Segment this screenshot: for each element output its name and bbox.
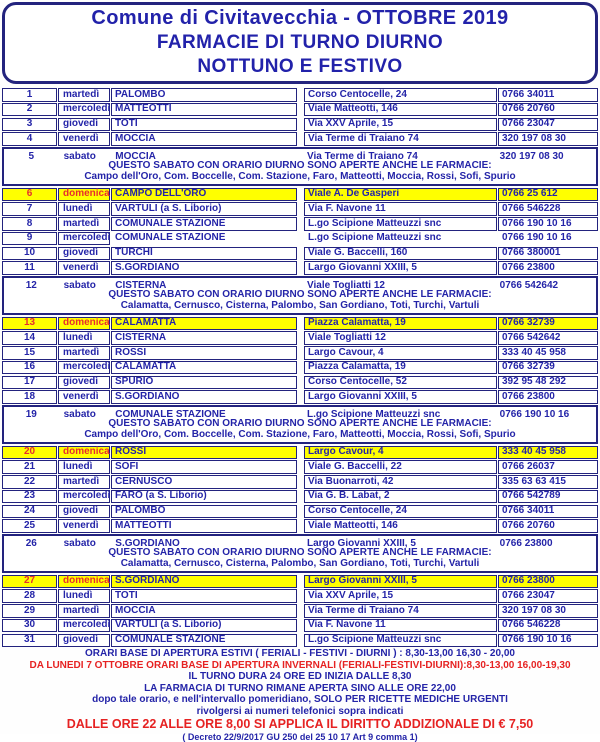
row-pharmacy-name: FARO (a S. Liborio) xyxy=(111,490,297,504)
row-number: 31 xyxy=(2,634,57,648)
row-number: 3 xyxy=(2,118,57,132)
row-number: 12 xyxy=(25,279,37,291)
row-pharmacy-name: CERNUSCO xyxy=(111,475,297,489)
row-address: Via Terme di Traiano 74 xyxy=(307,150,418,162)
row-address: L.go Scipione Matteuzzi snc xyxy=(304,232,497,246)
row-number: 7 xyxy=(2,202,57,216)
row-address: Via F. Navone 11 xyxy=(304,619,497,633)
row-phone: 0766 380001 xyxy=(498,247,598,261)
row-phone: 0766 34011 xyxy=(498,505,598,519)
row-day: giovedì xyxy=(58,634,110,648)
row-pharmacy-name: MOCCIA xyxy=(115,150,156,162)
row-day: martedì xyxy=(58,88,110,102)
row-phone: 0766 25 612 xyxy=(498,188,598,202)
row-pharmacy-name: MATTEOTTI xyxy=(111,103,297,117)
row-phone: 0766 23047 xyxy=(498,118,598,132)
row-phone: 333 40 45 958 xyxy=(498,346,598,360)
row-phone: 0766 190 10 16 xyxy=(499,408,570,420)
row-number: 10 xyxy=(2,247,57,261)
row-pharmacy-name: CALAMATTA xyxy=(111,361,297,375)
table-row xyxy=(2,132,598,146)
row-number: 1 xyxy=(2,88,57,102)
row-phone: 0766 20760 xyxy=(498,103,598,117)
row-number: 18 xyxy=(2,390,57,404)
row-phone: 392 95 48 292 xyxy=(498,376,598,390)
table-row xyxy=(2,490,598,504)
row-number: 2 xyxy=(2,103,57,117)
table-row xyxy=(2,317,598,331)
table-row xyxy=(2,118,598,132)
saturday-open-pharmacies: Campo dell'Oro, Com. Boccelle, Com. Stazione, Faro, Matteotti, Moccia, Rossi, Sofi, Spurio xyxy=(84,428,516,440)
row-number: 17 xyxy=(2,376,57,390)
week-block xyxy=(2,88,598,186)
table-row xyxy=(2,390,598,404)
row-day: venerdì xyxy=(58,519,110,533)
row-address: Via F. Navone 11 xyxy=(304,202,497,216)
row-phone: 0766 23800 xyxy=(499,537,553,549)
row-phone: 0766 23800 xyxy=(498,390,598,404)
row-day: lunedì xyxy=(58,331,110,345)
row-address: Piazza Calamatta, 19 xyxy=(304,317,497,331)
row-address: Corso Centocelle, 24 xyxy=(304,505,497,519)
row-phone: 0766 546228 xyxy=(498,619,598,633)
row-address: Via G. B. Labat, 2 xyxy=(304,490,497,504)
row-number: 19 xyxy=(25,408,37,420)
title-line-municipality: Comune di Civitavecchia - OTTOBRE 2019 xyxy=(91,7,509,29)
footer-line: LA FARMACIA DI TURNO RIMANE APERTA SINO ALLE ORE 22,00 xyxy=(144,682,456,694)
page-title xyxy=(2,2,598,84)
footer-line: DALLE ORE 22 ALLE ORE 8,00 SI APPLICA IL DIRITTO ADDIZIONALE DI € 7,50 xyxy=(66,717,534,732)
row-phone: 320 197 08 30 xyxy=(499,150,564,162)
row-day: sabato xyxy=(63,408,96,420)
table-row xyxy=(2,232,598,246)
saturday-open-pharmacies: Campo dell'Oro, Com. Boccelle, Com. Stazione, Faro, Matteotti, Moccia, Rossi, Sofi, Spurio xyxy=(84,170,516,182)
row-phone: 0766 23800 xyxy=(498,261,598,275)
row-day: sabato xyxy=(63,537,96,549)
pharmacy-roster-page xyxy=(0,2,600,742)
row-number: 23 xyxy=(2,490,57,504)
row-number: 4 xyxy=(2,132,57,146)
row-number: 26 xyxy=(25,537,37,549)
row-pharmacy-name: S.GORDIANO xyxy=(115,537,180,549)
row-phone: 0766 546228 xyxy=(498,202,598,216)
row-pharmacy-name: CAMPO DELL'ORO xyxy=(111,188,297,202)
row-day: sabato xyxy=(63,150,96,162)
row-number: 20 xyxy=(2,446,57,460)
row-number: 6 xyxy=(2,188,57,202)
saturday-block xyxy=(2,276,598,315)
row-address: Viale Matteotti, 146 xyxy=(304,103,497,117)
table-row xyxy=(2,475,598,489)
row-day: giovedì xyxy=(58,118,110,132)
row-address: L.go Scipione Matteuzzi snc xyxy=(304,634,497,648)
table-row xyxy=(2,589,598,603)
row-address: Via Buonarroti, 42 xyxy=(304,475,497,489)
row-address: Viale G. Baccelli, 160 xyxy=(304,247,497,261)
table-row xyxy=(2,505,598,519)
row-phone: 0766 542642 xyxy=(498,331,598,345)
table-row xyxy=(2,619,598,633)
table-row xyxy=(2,446,598,460)
table-row xyxy=(2,331,598,345)
row-phone: 0766 32739 xyxy=(498,361,598,375)
row-pharmacy-name: S.GORDIANO xyxy=(111,261,297,275)
row-day: sabato xyxy=(63,279,96,291)
table-row xyxy=(2,217,598,231)
row-day: martedì xyxy=(58,604,110,618)
row-number: 25 xyxy=(2,519,57,533)
row-day: mercoledì xyxy=(58,490,110,504)
row-address: Largo Cavour, 4 xyxy=(304,346,497,360)
row-number: 9 xyxy=(2,232,57,246)
row-phone: 320 197 08 30 xyxy=(498,132,598,146)
row-pharmacy-name: ROSSI xyxy=(111,446,297,460)
row-phone: 335 63 63 415 xyxy=(498,475,598,489)
row-address: Largo Giovanni XXIII, 5 xyxy=(307,537,416,549)
row-phone: 0766 20760 xyxy=(498,519,598,533)
row-day: mercoledì xyxy=(58,619,110,633)
row-number: 29 xyxy=(2,604,57,618)
row-day: domenica xyxy=(58,575,110,589)
table-row xyxy=(2,188,598,202)
row-phone: 0766 190 10 16 xyxy=(498,232,598,246)
row-pharmacy-name: PALOMBO xyxy=(111,505,297,519)
row-day: giovedì xyxy=(58,505,110,519)
row-phone: 0766 542642 xyxy=(499,279,559,291)
row-phone: 0766 23047 xyxy=(498,589,598,603)
week-block xyxy=(2,575,598,648)
saturday-note: QUESTO SABATO CON ORARIO DIURNO SONO APERTE ANCHE LE FARMACIE: xyxy=(108,418,492,429)
row-address: Viale Matteotti, 146 xyxy=(304,519,497,533)
row-day: venerdì xyxy=(58,390,110,404)
table-row xyxy=(2,575,598,589)
row-day: venerdì xyxy=(58,261,110,275)
row-pharmacy-name: SOFI xyxy=(111,460,297,474)
saturday-note: QUESTO SABATO CON ORARIO DIURNO SONO APERTE ANCHE LE FARMACIE: xyxy=(108,547,492,558)
row-day: lunedì xyxy=(58,460,110,474)
row-address: Viale Togliatti 12 xyxy=(304,331,497,345)
footer-line: dopo tale orario, e nell'intervallo pomeridiano, SOLO PER RICETTE MEDICHE URGENTI xyxy=(92,694,508,706)
table-row xyxy=(2,103,598,117)
saturday-open-pharmacies: Calamatta, Cernusco, Cisterna, Palombo, San Gordiano, Toti, Turchi, Vartuli xyxy=(120,557,480,569)
table-row xyxy=(2,202,598,216)
row-address: L.go Scipione Matteuzzi snc xyxy=(307,408,441,420)
row-number: 5 xyxy=(28,150,35,162)
row-phone: 0766 542789 xyxy=(498,490,598,504)
row-pharmacy-name: SPURIO xyxy=(111,376,297,390)
table-row xyxy=(2,460,598,474)
weeks-container xyxy=(2,88,598,647)
row-day: venerdì xyxy=(58,132,110,146)
row-address: Via Terme di Traiano 74 xyxy=(304,604,497,618)
row-number: 21 xyxy=(2,460,57,474)
row-pharmacy-name: MOCCIA xyxy=(111,132,297,146)
row-pharmacy-name: TOTI xyxy=(111,118,297,132)
row-day: domenica xyxy=(58,188,110,202)
row-address: Viale G. Baccelli, 22 xyxy=(304,460,497,474)
saturday-note: QUESTO SABATO CON ORARIO DIURNO SONO APERTE ANCHE LE FARMACIE: xyxy=(108,160,492,171)
row-day: martedì xyxy=(58,346,110,360)
row-address: Largo Cavour, 4 xyxy=(304,446,497,460)
row-number: 22 xyxy=(2,475,57,489)
row-phone: 320 197 08 30 xyxy=(498,604,598,618)
row-pharmacy-name: VARTULI (a S. Liborio) xyxy=(111,619,297,633)
table-row xyxy=(2,519,598,533)
row-pharmacy-name: COMUNALE STAZIONE xyxy=(111,217,297,231)
row-address: Largo Giovanni XXIII, 5 xyxy=(304,390,497,404)
row-pharmacy-name: CALAMATTA xyxy=(111,317,297,331)
footer-line: ORARI BASE DI APERTURA ESTIVI ( FERIALI - FESTIVI - DIURNI ) : 8,30-13,00 16,30 - 20,00 xyxy=(85,648,515,660)
row-address: Via XXV Aprile, 15 xyxy=(304,118,497,132)
footer-line: DA LUNEDI 7 OTTOBRE ORARI BASE DI APERTURA INVERNALI (FERIALI-FESTIVI-DIURNI):8,30-13,00 16,00-19,30 xyxy=(29,659,571,671)
row-address: Via Terme di Traiano 74 xyxy=(304,132,497,146)
row-day: giovedì xyxy=(58,247,110,261)
row-pharmacy-name: CISTERNA xyxy=(111,331,297,345)
row-pharmacy-name: MOCCIA xyxy=(111,604,297,618)
saturday-block xyxy=(2,534,598,573)
row-phone: 0766 190 10 16 xyxy=(498,217,598,231)
row-address: Largo Giovanni XXIII, 5 xyxy=(304,575,497,589)
saturday-block xyxy=(2,147,598,186)
row-day: mercoledì xyxy=(58,232,110,246)
title-line-festive: NOTTUNO E FESTIVO xyxy=(197,56,403,77)
row-day: lunedì xyxy=(58,202,110,216)
footer-line: rivolgersi ai numeri telefonici sopra indicati xyxy=(196,705,404,717)
row-day: domenica xyxy=(58,317,110,331)
table-row xyxy=(2,261,598,275)
row-pharmacy-name: COMUNALE STAZIONE xyxy=(111,634,297,648)
row-number: 27 xyxy=(2,575,57,589)
row-address: Corso Centocelle, 52 xyxy=(304,376,497,390)
row-pharmacy-name: PALOMBO xyxy=(111,88,297,102)
row-pharmacy-name: CISTERNA xyxy=(115,279,167,291)
row-number: 8 xyxy=(2,217,57,231)
row-pharmacy-name: TOTI xyxy=(111,589,297,603)
row-address: L.go Scipione Matteuzzi snc xyxy=(304,217,497,231)
row-address: Largo Giovanni XXIII, 5 xyxy=(304,261,497,275)
footer xyxy=(0,648,600,742)
row-number: 13 xyxy=(2,317,57,331)
footer-line: IL TURNO DURA 24 ORE ED INIZIA DALLE 8,30 xyxy=(188,671,412,683)
table-row xyxy=(2,361,598,375)
row-address: Viale A. De Gasperi xyxy=(304,188,497,202)
footer-line: ( Decreto 22/9/2017 GU 250 del 25 10 17 Art 9 comma 1) xyxy=(182,731,418,742)
row-number: 16 xyxy=(2,361,57,375)
row-phone: 0766 23800 xyxy=(498,575,598,589)
row-day: martedì xyxy=(58,475,110,489)
row-number: 11 xyxy=(2,261,57,275)
row-pharmacy-name: COMUNALE STAZIONE xyxy=(115,408,226,420)
row-address: Viale Togliatti 12 xyxy=(307,279,385,291)
saturday-block xyxy=(2,405,598,444)
title-line-duty: FARMACIE DI TURNO DIURNO xyxy=(156,32,444,53)
table-row xyxy=(2,346,598,360)
row-pharmacy-name: S.GORDIANO xyxy=(111,575,297,589)
row-pharmacy-name: ROSSI xyxy=(111,346,297,360)
row-address: Corso Centocelle, 24 xyxy=(304,88,497,102)
row-day: lunedì xyxy=(58,589,110,603)
row-number: 24 xyxy=(2,505,57,519)
row-address: Via XXV Aprile, 15 xyxy=(304,589,497,603)
row-pharmacy-name: MATTEOTTI xyxy=(111,519,297,533)
row-day: giovedì xyxy=(58,376,110,390)
row-pharmacy-name: COMUNALE STAZIONE xyxy=(111,232,297,246)
row-pharmacy-name: TURCHI xyxy=(111,247,297,261)
week-block xyxy=(2,446,598,574)
row-day: martedì xyxy=(58,217,110,231)
row-phone: 333 40 45 958 xyxy=(498,446,598,460)
row-day: mercoledì xyxy=(58,103,110,117)
row-number: 30 xyxy=(2,619,57,633)
row-phone: 0766 34011 xyxy=(498,88,598,102)
saturday-note: QUESTO SABATO CON ORARIO DIURNO SONO APERTE ANCHE LE FARMACIE: xyxy=(108,289,492,300)
row-phone: 0766 32739 xyxy=(498,317,598,331)
row-number: 15 xyxy=(2,346,57,360)
row-pharmacy-name: S.GORDIANO xyxy=(111,390,297,404)
row-address: Piazza Calamatta, 19 xyxy=(304,361,497,375)
table-row xyxy=(2,604,598,618)
row-phone: 0766 190 10 16 xyxy=(498,634,598,648)
saturday-open-pharmacies: Calamatta, Cernusco, Cisterna, Palombo, San Gordiano, Toti, Turchi, Vartuli xyxy=(120,299,480,311)
row-day: domenica xyxy=(58,446,110,460)
row-number: 14 xyxy=(2,331,57,345)
table-row xyxy=(2,634,598,648)
table-row xyxy=(2,247,598,261)
week-block xyxy=(2,188,598,316)
table-row xyxy=(2,88,598,102)
row-phone: 0766 26037 xyxy=(498,460,598,474)
row-day: mercoledì xyxy=(58,361,110,375)
table-row xyxy=(2,376,598,390)
week-block xyxy=(2,317,598,445)
row-number: 28 xyxy=(2,589,57,603)
row-pharmacy-name: VARTULI (a S. Liborio) xyxy=(111,202,297,216)
